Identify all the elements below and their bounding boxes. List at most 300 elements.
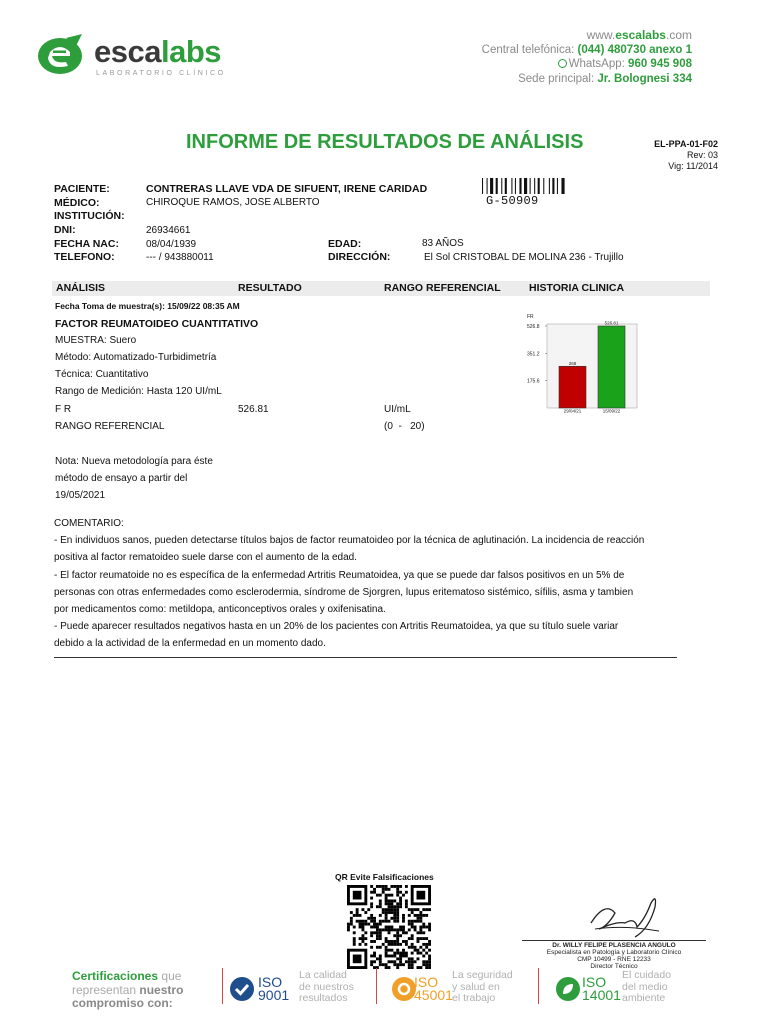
qr-module xyxy=(396,885,399,888)
qr-module xyxy=(396,943,399,946)
qr-module xyxy=(414,928,417,931)
certifications-text xyxy=(72,970,183,1011)
fecha-nac-value: 08/04/1939 xyxy=(146,239,197,250)
qr-module xyxy=(353,926,356,929)
iso-desc-line: El cuidado xyxy=(622,969,672,981)
qr-module xyxy=(408,923,411,926)
qr-module xyxy=(388,940,391,943)
qr-module xyxy=(396,957,399,960)
qr-module xyxy=(417,920,420,923)
paciente-label: PACIENTE: xyxy=(54,183,110,195)
qr-module xyxy=(361,934,364,937)
qr-module xyxy=(390,943,393,946)
rango-ref-value: (0 - 20) xyxy=(384,421,425,432)
qr-module xyxy=(428,957,431,960)
qr-module xyxy=(388,955,391,958)
doc-validity: Vig: 11/2014 xyxy=(668,161,718,171)
qr-module xyxy=(422,931,425,934)
qr-module xyxy=(390,902,393,905)
qr-module xyxy=(379,960,382,963)
qr-module xyxy=(414,908,417,911)
qr-module xyxy=(385,920,388,923)
qr-module xyxy=(396,931,399,934)
qr-module xyxy=(425,952,428,955)
iso-desc-line: ambiente xyxy=(622,992,666,1004)
qr-module xyxy=(385,928,388,931)
qr-module xyxy=(376,957,379,960)
qr-module xyxy=(361,908,364,911)
qr-module xyxy=(428,908,431,911)
test-tecnica: Técnica: Cuantitativo xyxy=(55,369,149,380)
web-suffix: .com xyxy=(665,28,692,42)
qr-title: QR Evite Falsificaciones xyxy=(335,872,434,882)
qr-finder xyxy=(353,891,362,900)
whatsapp-icon xyxy=(558,59,567,68)
qr-module xyxy=(396,914,399,917)
qr-module xyxy=(388,888,391,891)
comment-line: debido a la actividad de la enfermedad en un momento dado. xyxy=(54,638,326,650)
qr-module xyxy=(425,946,428,949)
medico-value: CHIROQUE RAMOS, JOSE ALBERTO xyxy=(146,197,320,208)
qr-module xyxy=(411,920,414,923)
brand-part1: esca xyxy=(94,34,161,69)
qr-module xyxy=(356,911,359,914)
qr-code-icon[interactable] xyxy=(347,885,431,969)
qr-module xyxy=(411,908,414,911)
qr-module xyxy=(408,966,411,969)
qr-module xyxy=(408,914,411,917)
qr-module xyxy=(385,949,388,952)
qr-module xyxy=(373,888,376,891)
qr-module xyxy=(422,943,425,946)
iso-code: ISO xyxy=(414,974,439,990)
qr-module xyxy=(373,960,376,963)
comment-line: - El factor reumatoide no es específica de la enfermedad Artritis Reumatoidea, ya que se puede dar falsos positivos en un 5% de xyxy=(54,569,625,581)
web-prefix: www. xyxy=(586,28,616,42)
qr-module xyxy=(390,899,393,902)
qr-module xyxy=(373,917,376,920)
qr-module xyxy=(419,931,422,934)
qr-module xyxy=(393,914,396,917)
signature-icon xyxy=(585,893,665,943)
data-label: 268 xyxy=(568,360,577,366)
qr-module xyxy=(408,957,411,960)
qr-module xyxy=(388,926,391,929)
qr-module xyxy=(393,940,396,943)
qr-module xyxy=(373,931,376,934)
qr-module xyxy=(422,960,425,963)
qr-module xyxy=(419,917,422,920)
qr-module xyxy=(359,937,362,940)
qr-module xyxy=(419,920,422,923)
qr-module xyxy=(361,937,364,940)
param-value: 526.81 xyxy=(238,404,269,415)
qr-module xyxy=(370,920,373,923)
qr-module xyxy=(367,923,370,926)
qr-module xyxy=(388,908,391,911)
qr-module xyxy=(399,960,402,963)
direccion-value: El Sol CRISTOBAL DE MOLINA 236 - Trujillo xyxy=(424,252,624,263)
qr-module xyxy=(356,920,359,923)
iso-45001-desc xyxy=(452,970,513,1005)
qr-module xyxy=(376,928,379,931)
qr-module xyxy=(402,940,405,943)
qr-module xyxy=(393,911,396,914)
qr-module xyxy=(382,943,385,946)
barcode-bar xyxy=(530,178,531,194)
dni-label: DNI: xyxy=(54,224,76,236)
qr-module xyxy=(414,960,417,963)
qr-module xyxy=(379,902,382,905)
qr-module xyxy=(353,937,356,940)
qr-module xyxy=(419,914,422,917)
qr-module xyxy=(402,920,405,923)
qr-module xyxy=(405,902,408,905)
qr-module xyxy=(411,966,414,969)
nota-line-1: Nota: Nueva metodología para éste xyxy=(55,456,213,467)
qr-module xyxy=(361,940,364,943)
telefono-label: TELEFONO: xyxy=(54,251,115,263)
qr-module xyxy=(390,911,393,914)
qr-module xyxy=(382,891,385,894)
qr-module xyxy=(376,894,379,897)
whatsapp-line xyxy=(482,57,692,72)
qr-module xyxy=(382,928,385,931)
comment-line: positiva al factor rematoideo suele darse con el aumento de la edad. xyxy=(54,552,357,564)
qr-module xyxy=(350,923,353,926)
qr-module xyxy=(399,891,402,894)
qr-module xyxy=(414,949,417,952)
qr-module xyxy=(373,926,376,929)
y-tick-label: 175.6 xyxy=(527,378,540,385)
qr-module xyxy=(399,926,402,929)
qr-module xyxy=(411,911,414,914)
sample-date: Fecha Toma de muestra(s): 15/09/22 08:35 AM xyxy=(55,301,240,311)
qr-module xyxy=(385,899,388,902)
iso-number: 14001 xyxy=(582,987,621,1003)
qr-module xyxy=(402,949,405,952)
cert-word: compromiso con: xyxy=(72,996,173,1010)
qr-module xyxy=(385,952,388,955)
iso-desc-line: del medio xyxy=(622,980,668,993)
qr-module xyxy=(422,949,425,952)
nota-line-3: 19/05/2021 xyxy=(55,490,106,501)
qr-module xyxy=(422,926,425,929)
iso-9001-desc xyxy=(299,970,354,1005)
qr-module xyxy=(373,955,376,958)
col-historia: HISTORIA CLINICA xyxy=(529,282,625,294)
qr-module xyxy=(414,914,417,917)
x-tick-label: 29/04/21 xyxy=(563,408,582,414)
qr-module xyxy=(376,885,379,888)
website-link[interactable] xyxy=(482,28,692,43)
qr-module xyxy=(370,885,373,888)
qr-module xyxy=(370,917,373,920)
qr-module xyxy=(402,914,405,917)
qr-module xyxy=(408,908,411,911)
qr-module xyxy=(379,957,382,960)
qr-module xyxy=(428,960,431,963)
y-tick-label: 526.8 xyxy=(527,324,540,330)
qr-module xyxy=(399,897,402,900)
qr-module xyxy=(411,946,414,949)
barcode-text: G-50909 xyxy=(486,194,539,208)
qr-module xyxy=(385,897,388,900)
qr-module xyxy=(408,963,411,966)
qr-module xyxy=(385,894,388,897)
qr-module xyxy=(428,923,431,926)
qr-module xyxy=(408,920,411,923)
test-metodo: Método: Automatizado-Turbidimetría xyxy=(55,352,217,363)
qr-module xyxy=(393,905,396,908)
qr-module xyxy=(388,931,391,934)
qr-module xyxy=(379,946,382,949)
qr-module xyxy=(396,911,399,914)
iso-desc-line: el trabajo xyxy=(452,992,496,1004)
iso-desc-line: La calidad xyxy=(299,969,347,981)
history-chart xyxy=(527,312,639,414)
qr-module xyxy=(396,940,399,943)
iso-code: ISO xyxy=(582,974,607,990)
qr-module xyxy=(399,952,402,955)
qr-module xyxy=(388,894,391,897)
check-icon xyxy=(230,977,254,1001)
qr-module xyxy=(399,934,402,937)
qr-module xyxy=(393,885,396,888)
test-name: FACTOR REUMATOIDEO CUANTITATIVO xyxy=(55,318,259,330)
qr-module xyxy=(408,928,411,931)
qr-module xyxy=(379,923,382,926)
comments-title: COMENTARIO: xyxy=(54,518,124,529)
qr-module xyxy=(425,937,428,940)
y-tick-label: 351.2 xyxy=(527,351,540,358)
param-unit: UI/mL xyxy=(384,404,411,415)
qr-module xyxy=(428,940,431,943)
qr-module xyxy=(390,960,393,963)
qr-module xyxy=(370,914,373,917)
barcode-bar xyxy=(505,178,507,194)
barcode-icon xyxy=(482,178,576,194)
qr-module xyxy=(393,963,396,966)
qr-module xyxy=(396,949,399,952)
qr-module xyxy=(388,949,391,952)
qr-module xyxy=(379,894,382,897)
qr-module xyxy=(408,946,411,949)
contact-info xyxy=(482,28,692,86)
qr-module xyxy=(417,957,420,960)
qr-module xyxy=(405,931,408,934)
cert-word: nuestro xyxy=(139,982,184,997)
qr-module xyxy=(393,908,396,911)
qr-module xyxy=(353,940,356,943)
qr-module xyxy=(376,931,379,934)
qr-module xyxy=(411,923,414,926)
sede-line xyxy=(482,72,692,87)
qr-module xyxy=(385,902,388,905)
qr-module xyxy=(385,926,388,929)
qr-module xyxy=(422,923,425,926)
qr-module xyxy=(396,908,399,911)
qr-module xyxy=(364,937,367,940)
qr-module xyxy=(419,946,422,949)
qr-module xyxy=(399,955,402,958)
qr-module xyxy=(382,888,385,891)
qr-module xyxy=(396,963,399,966)
qr-module xyxy=(411,957,414,960)
qr-module xyxy=(376,934,379,937)
qr-module xyxy=(405,905,408,908)
phone-value: (044) 480730 anexo 1 xyxy=(577,43,692,56)
dni-value: 26934661 xyxy=(146,225,191,236)
qr-module xyxy=(396,905,399,908)
qr-module xyxy=(379,955,382,958)
qr-module xyxy=(370,931,373,934)
edad-label: EDAD: xyxy=(328,238,362,250)
qr-module xyxy=(385,955,388,958)
qr-module xyxy=(402,917,405,920)
qr-module xyxy=(373,891,376,894)
qr-module xyxy=(376,946,379,949)
qr-module xyxy=(393,955,396,958)
qr-module xyxy=(419,952,422,955)
barcode-bar xyxy=(511,178,512,194)
qr-module xyxy=(347,923,350,926)
qr-module xyxy=(367,908,370,911)
document-code-block xyxy=(654,139,718,172)
comment-line: personas con otras enfermedades como esclerodermia, síndrome de Sjorgren, lupus eritematoso sistémico, sífilis, asma y tambien xyxy=(54,586,634,598)
qr-module xyxy=(411,960,414,963)
qr-module xyxy=(373,920,376,923)
qr-module xyxy=(350,911,353,914)
iso-number: 45001 xyxy=(414,987,453,1003)
qr-module xyxy=(385,911,388,914)
cert-word: representan xyxy=(72,982,137,997)
qr-module xyxy=(370,946,373,949)
test-muestra: MUESTRA: Suero xyxy=(55,335,137,346)
qr-module xyxy=(370,926,373,929)
qr-module xyxy=(379,899,382,902)
qr-module xyxy=(379,914,382,917)
divider xyxy=(222,968,223,1004)
qr-module xyxy=(382,920,385,923)
qr-module xyxy=(422,937,425,940)
barcode-bar xyxy=(482,178,483,194)
qr-module xyxy=(361,920,364,923)
qr-module xyxy=(396,934,399,937)
col-rango: RANGO REFERENCIAL xyxy=(384,282,501,294)
qr-module xyxy=(411,963,414,966)
qr-module xyxy=(414,920,417,923)
qr-module xyxy=(370,902,373,905)
qr-module xyxy=(425,914,428,917)
qr-module xyxy=(425,943,428,946)
qr-module xyxy=(428,943,431,946)
qr-module xyxy=(396,894,399,897)
qr-module xyxy=(417,949,420,952)
qr-module xyxy=(370,940,373,943)
qr-module xyxy=(399,928,402,931)
qr-module xyxy=(382,963,385,966)
x-tick-label: 15/09/22 xyxy=(602,408,621,414)
iso-14001-label xyxy=(582,976,621,1002)
iso-code: ISO xyxy=(258,974,283,990)
qr-module xyxy=(385,885,388,888)
qr-module xyxy=(390,905,393,908)
iso-desc-line: resultados xyxy=(299,992,348,1004)
barcode-bar xyxy=(549,178,550,194)
qr-module xyxy=(376,923,379,926)
qr-module xyxy=(425,966,428,969)
qr-module xyxy=(396,966,399,969)
qr-module xyxy=(419,926,422,929)
barcode-bar xyxy=(519,178,521,194)
iso-14001-desc xyxy=(622,970,671,1005)
qr-module xyxy=(385,963,388,966)
qr-module xyxy=(405,952,408,955)
qr-module xyxy=(399,905,402,908)
qr-module xyxy=(359,914,362,917)
qr-module xyxy=(428,928,431,931)
qr-module xyxy=(364,923,367,926)
qr-module xyxy=(370,963,373,966)
test-rango-medicion: Rango de Medición: Hasta 120 UI/mL xyxy=(55,386,222,397)
divider xyxy=(376,968,377,1004)
whatsapp-label: WhatsApp: xyxy=(568,58,625,70)
qr-module xyxy=(396,917,399,920)
qr-module xyxy=(379,937,382,940)
qr-module xyxy=(396,937,399,940)
qr-module xyxy=(390,917,393,920)
qr-module xyxy=(402,928,405,931)
qr-module xyxy=(396,902,399,905)
chart-bar xyxy=(598,326,625,408)
qr-module xyxy=(393,920,396,923)
qr-module xyxy=(376,905,379,908)
qr-module xyxy=(425,926,428,929)
qr-module xyxy=(393,899,396,902)
qr-module xyxy=(399,902,402,905)
qr-module xyxy=(425,960,428,963)
cert-word: Certificaciones xyxy=(72,969,159,983)
barcode-bar xyxy=(557,178,558,194)
qr-module xyxy=(393,928,396,931)
qr-module xyxy=(417,952,420,955)
qr-module xyxy=(376,937,379,940)
qr-module xyxy=(367,917,370,920)
qr-finder xyxy=(353,955,362,964)
qr-module xyxy=(388,911,391,914)
phone-label: Central telefónica: xyxy=(481,43,575,56)
nota-line-2: método de ensayo a partir del xyxy=(55,473,188,484)
sede-value: Jr. Bolognesi 334 xyxy=(597,72,692,85)
qr-module xyxy=(396,928,399,931)
qr-module xyxy=(399,899,402,902)
qr-module xyxy=(428,966,431,969)
qr-module xyxy=(417,931,420,934)
qr-module xyxy=(396,952,399,955)
qr-module xyxy=(370,955,373,958)
param-name: F R xyxy=(55,404,72,415)
qr-module xyxy=(390,894,393,897)
qr-module xyxy=(370,960,373,963)
qr-module xyxy=(411,934,414,937)
qr-module xyxy=(399,963,402,966)
qr-module xyxy=(353,914,356,917)
divider xyxy=(538,968,539,1004)
qr-module xyxy=(388,920,391,923)
qr-module xyxy=(428,949,431,952)
qr-module xyxy=(422,914,425,917)
